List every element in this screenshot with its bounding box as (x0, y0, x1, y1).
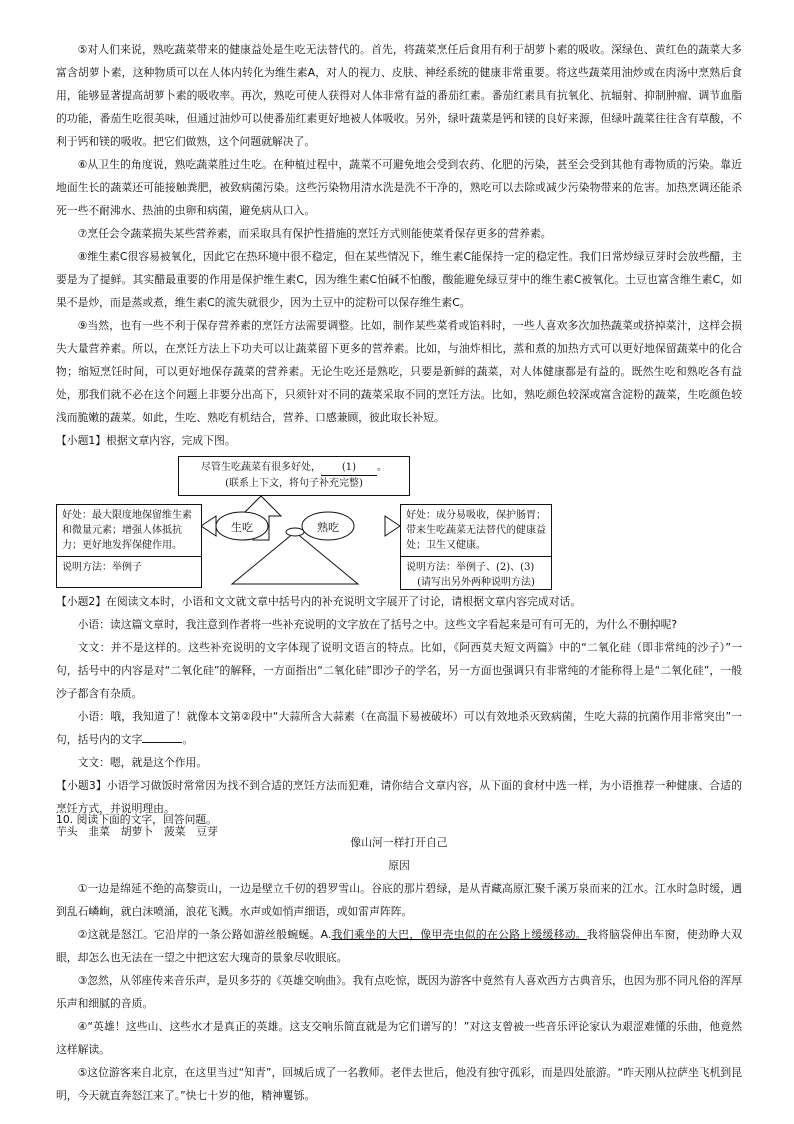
cooked-method-text: 说明方法：举例子、(2)、(3) (406, 562, 535, 573)
raw-method-text: 说明方法：举例子 (57, 556, 201, 575)
paragraph-5: ⑤对人们来说，熟吃蔬菜带来的健康益处是生吃无法替代的。首先，将蔬菜烹任后食用有利于胡萝卜素的吸收。深绿色、黄红色的蔬菜大多富含胡萝卜素，这种物质可以在人体内转化为维生素A，对人的视力、皮肤、神经系统的健康非常重要。将这些蔬菜用油炒或在肉汤中烹熟后食用，能够显著提高胡萝卜素的吸收率。再次，熟吃可使人获得对人体非常有益的番茄红素。番茄红素具有抗氧化、抗辐射、抑制肿瘤、调节血脂的功能，番茄生吃很美味，但通过油炒可以使番茄红素更好地被人体吸收。另外，绿叶蔬菜是钙和镁的良好来源，但绿叶蔬菜往往含有草酸，不利于钙和镁的吸收。把它们做熟，这个问题就解决了。 (56, 43, 742, 148)
article-paragraph-5: ⑤这位游客来自北京，在这里当过“知青”，回城后成了一名教师。老伴去世后，他没有独守孤彩，而是四处旅游。“昨天刚从拉萨坐飞机到昆明，今天就直奔怒江来了。”快七十岁的他，精神矍铄。 (56, 1066, 742, 1102)
dialogue-4: 文文：嗯，就是这个作用。 (77, 756, 208, 769)
right-arrow-icon (385, 516, 400, 536)
dialogue-2: 文文：并不是这样的。这些补充说明的文字体现了说明文语言的特点。比如，《阿西莫夫短文两篇》中的“二氧化硅（即非常纯的沙子）”一句，括号中的内容是对“二氧化硅”的解释，一方面指出“二氧化硅”即沙子的学名，另一方面也强调只有非常纯的才能称得上是“二氧化硅”，一般沙子都含有杂质。 (56, 641, 742, 700)
article-author: 原因 (388, 859, 410, 872)
dialogue-1: 小语：读这篇文章时，我注意到作者将一些补充说明的文字放在了括号之中。这些文字看起来是可有可无的，为什么不删掉呢? (77, 618, 678, 631)
question-1: 【小题1】根据文章内容，完成下图。 (56, 434, 236, 447)
article-paragraph-4: ④“英雄！这些山、这些水才是真正的英雄。这支交响乐简直就是为它们谱写的！”对这支曾被一些音乐评论家认为艰涩难懂的乐曲，他竟然这样解读。 (56, 1020, 742, 1056)
dialogue-3: 小语：哦，我知道了！就像本文第②段中“大蒜所含大蒜素（在高温下易被破坏）可以有效地杀灭致病菌，生吃大蒜的抗菌作用非常突出”一句，括号内的文字 。 (56, 710, 742, 746)
article-paragraph-2: ②这就是怒江。它沿岸的一条公路如游丝般蜿蜒。A.我们乘坐的大巴，像甲壳虫似的在公路上缓缓移动。我将脑袋伸出车窗，使劲睁大双眼，却怎么也无法在一望之中把这宏大瑰奇的景象尽收眼底。 (56, 928, 743, 964)
answer-blank (142, 730, 182, 743)
balance-triangle (232, 532, 358, 584)
section-reading-10 (56, 808, 742, 1107)
top-box-line1: 尽管生吃蔬菜有很多好处， (1) 。 (187, 460, 401, 476)
underlined-sentence-a: 我们乘坐的大巴，像甲壳虫似的在公路上缓缓移动。 (331, 928, 587, 941)
top-box (178, 456, 410, 496)
article-paragraph-1: ①一边是绵延不绝的高黎贡山，一边是壁立千仞的碧罗雪山。谷底的那片碧绿，是从青藏高原汇聚千溪万泉而来的江水。江水时急时缓，遇到乱石嶙峋，就白沫喷涌，浪花飞溅。水声或如悄声细语，或如雷声阵阵。 (56, 882, 742, 918)
cooked-benefits-box (400, 504, 552, 590)
pivot-oval (286, 528, 304, 536)
cooked-benefits-text: 好处：成分易吸收，保护肠胃；带来生吃蔬菜无法替代的健康益处；卫生又健康。 (406, 510, 546, 551)
article-title: 像山河一样打开自己 (350, 836, 448, 849)
cooked-method-note: (请写出另外两种说明方法) (417, 577, 535, 588)
paragraph-7: ⑦烹任会令蔬菜损失某些营养素，而采取具有保护性措施的烹饪方式则能使菜肴保存更多的营养素。 (77, 227, 552, 240)
paragraph-8: ⑧维生素C很容易被氧化，因此它在热环境中很不稳定，但在某些情况下，维生素C能保持一定的稳定性。我们日常炒绿豆芽时会放些醋，主要是为了提鲜。其实醋最重要的作用是保护维生素C，因为维生素C怕碱不怕酸，酸能避免绿豆芽中的维生素C被氧化。土豆也富含维生素C，如果不是炒，而是蒸或煮，维生素C的流失就很少，因为土豆中的淀粉可以保存维生素C。 (56, 250, 742, 309)
cooked-label: 熟吃 (317, 521, 339, 534)
article-paragraph-3: ③忽然，从邻座传来音乐声，是贝多芬的《英雄交响曲》。我有点吃惊，既因为游客中竟然有人喜欢西方古典音乐，也因为那不同凡俗的浑厚乐声和细腻的音质。 (56, 974, 742, 1010)
paragraph-6: ⑥从卫生的角度说，熟吃蔬菜胜过生吃。在种植过程中，蔬菜不可避免地会受到农药、化肥的污染，甚至会受到其他有毒物质的污染。靠近地面生长的蔬菜还可能接触粪肥，被致病菌污染。这些污染物用清水洗是洗不干净的，熟吃可以去除或减少污染物带来的危害。加热烹调还能杀死一些不耐沸水、热油的虫卵和病菌，避免病从口入。 (56, 158, 742, 217)
cooked-method-section (401, 556, 551, 590)
question-3: 【小题3】小语学习做饭时常常因为找不到合适的烹饪方法而犯难，请你结合文章内容，从下面的食材中选一样，为小语推荐一种健康、合适的烹饪方式，并说明理由。 (56, 779, 742, 815)
raw-benefits-text: 好处：最大限度地保留维生素和微量元素；增强人体抵抗力；更好地发挥保健作用。 (62, 510, 192, 551)
question-10-heading: 10. 阅读下面的文字，回答问题。 (56, 813, 217, 826)
left-arrow-icon (201, 516, 216, 536)
food-options: 芋头 韭菜 胡萝卜 菠菜 豆芽 (56, 825, 218, 838)
question-2: 【小题2】在阅读文本时，小语和文文就文章中括号内的补充说明文字展开了讨论，请根据文章内容完成对话。 (56, 595, 582, 608)
section-vegetables (56, 38, 742, 843)
raw-label: 生吃 (231, 521, 253, 534)
paragraph-9: ⑨当然，也有一些不利于保存营养素的烹饪方法需要调整。比如，制作某些菜肴或馅料时，一些人喜欢多次加热蔬菜或挤掉菜汁，这样会损失大量营养素。所以，在烹饪方法上下功夫可以让蔬菜留下更多的营养素。比如，与油炸相比，蒸和煮的加热方式可以更好地保留蔬菜中的化合物；缩短烹饪时间，可以更好地保存蔬菜的营养素。无论生吃还是熟吃，只要是新鲜的蔬菜，对人体健康都是有益的。既然生吃和熟吃各有益处，那我们就不必在这个问题上非要分出高下，只须针对不同的蔬菜采取不同的烹饪方法。比如，熟吃颜色较深或富含淀粉的蔬菜，生吃颜色较浅而脆嫩的蔬菜。如此，生吃、熟吃有机结合，营养、口感兼顾，彼此取长补短。 (56, 319, 742, 424)
top-box-line2: (联系上下文，将句子补充完整) (225, 478, 363, 489)
blank-1: (1) (321, 460, 377, 476)
comparison-diagram (56, 456, 556, 590)
raw-benefits-box (56, 504, 202, 588)
